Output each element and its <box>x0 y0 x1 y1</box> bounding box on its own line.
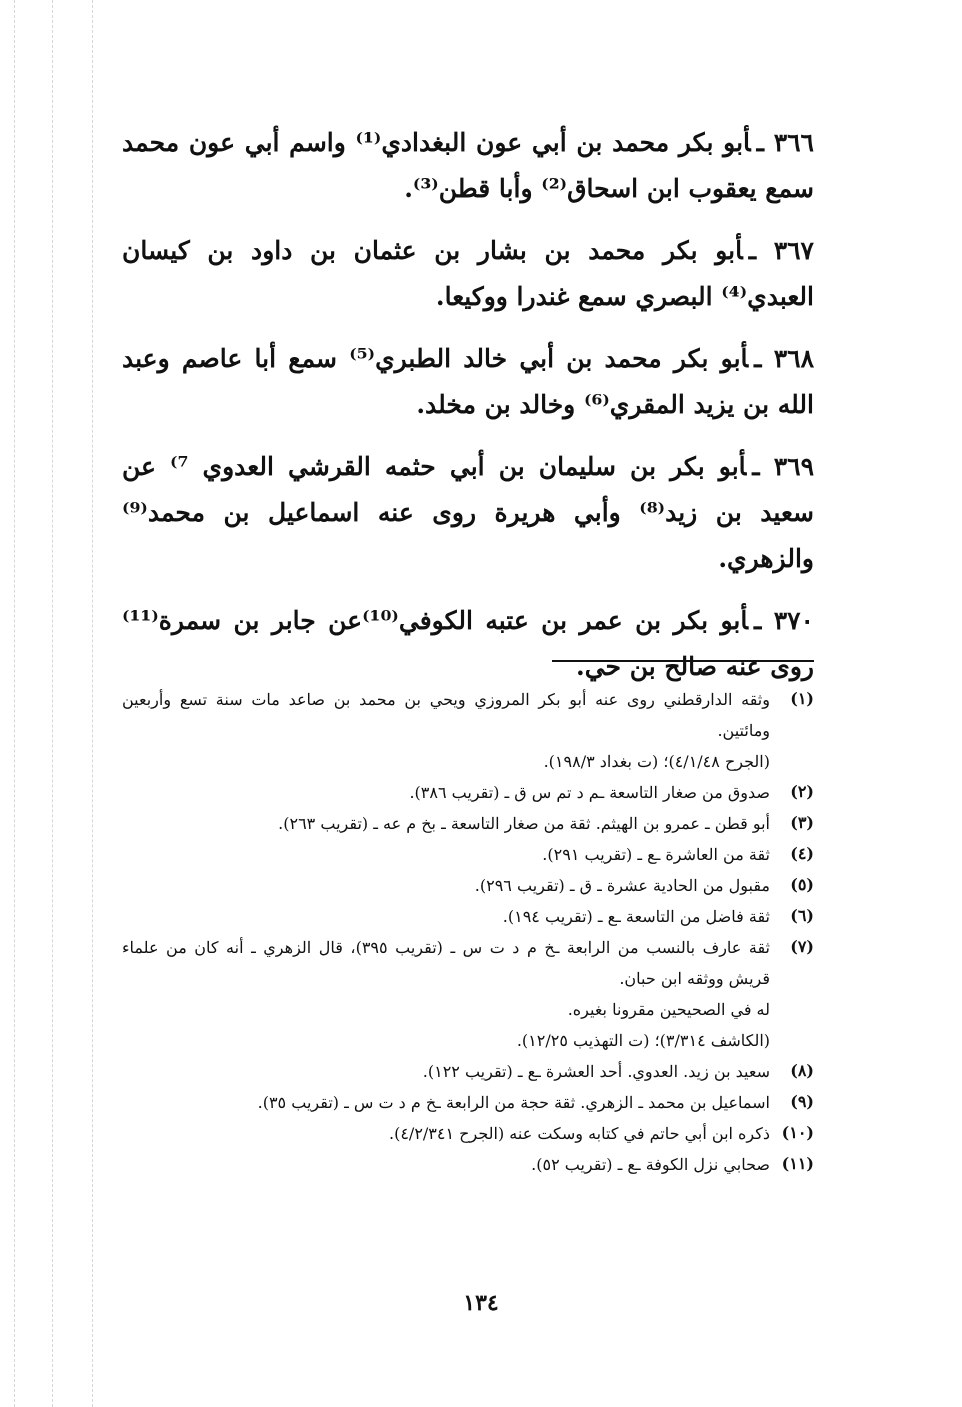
footnote-number: (١) <box>790 689 814 708</box>
entry-366 <box>122 120 814 212</box>
entry-number: ٣٦٩ ـ <box>752 452 815 481</box>
footnote-text: ثقة عارف بالنسب من الرابعة ـخ م د ت س ـ (تقريب ٣٩٥)، قال الزهري ـ أنه كان من علماء قريش ووثقه ابن حبان. <box>122 938 770 988</box>
footnote-text: مقبول من الحادية عشرة ـ ق ـ (تقريب ٢٩٦). <box>474 876 770 895</box>
entry-number: ٣٧٠ ـ <box>753 606 814 635</box>
footnote-number: (٣) <box>790 813 814 832</box>
entry-367 <box>122 228 814 320</box>
scan-gutter-line <box>14 0 15 1407</box>
entries-section <box>122 120 814 706</box>
footnote-text: ذكره ابن أبي حاتم في كتابه وسكت عنه (الجرح ٤/٢/٣٤١). <box>389 1124 770 1143</box>
entry-text: أبو بكر بن عمر بن عتبه الكوفي⁽¹⁰⁾عن جابر بن سمرة⁽¹¹⁾روى عنه صالح بن حي. <box>122 606 814 681</box>
footnote-1 <box>122 684 814 777</box>
entry-text: أبو بكر بن سليمان بن أبي حثمه القرشي العدوي ⁷⁾ عن سعيد بن زيد⁽⁸⁾ وأبي هريرة روى عنه اسماعيل بن محمد⁽⁹⁾ والزهري. <box>122 452 814 573</box>
footnote-8 <box>122 1056 814 1087</box>
footnote-text: صحابي نزل الكوفة ـع ـ (تقريب ٥٢). <box>531 1155 770 1174</box>
footnote-text: (الكاشف ٣/٣١٤)؛ (ت التهذيب ١٢/٢٥). <box>516 1031 770 1050</box>
entry-number: ٣٦٦ ـ <box>756 128 814 157</box>
footnote-7 <box>122 932 814 1056</box>
footnote-text: اسماعيل بن محمد ـ الزهري. ثقة حجة من الرابعة ـخ م د ت س ـ (تقريب ٣٥). <box>257 1093 770 1112</box>
footnotes-section <box>122 684 814 1180</box>
entry-text: أبو بكر محمد بن أبي خالد الطبري⁽⁵⁾ سمع أبا عاصم وعبد الله بن يزيد المقري⁽⁶⁾ وخالد بن مخلد. <box>122 344 814 419</box>
entry-369 <box>122 444 814 582</box>
footnote-text: ثقة من العاشرة ـع ـ (تقريب ٢٩١). <box>542 845 770 864</box>
footnote-6 <box>122 901 814 932</box>
footnote-number: (١١) <box>781 1154 814 1173</box>
scan-gutter-line <box>52 0 53 1407</box>
footnote-text: (الجرح ٤/١/٤٨)؛ (ت بغداد ١٩٨/٣). <box>543 752 770 771</box>
entry-text: أبو بكر محمد بن أبي عون البغدادي⁽¹⁾ واسم أبي عون محمد سمع يعقوب ابن اسحاق⁽²⁾ وأبا قطن⁽³⁾. <box>122 128 814 203</box>
entry-number: ٣٦٧ ـ <box>748 236 814 265</box>
footnote-number: (٨) <box>790 1061 814 1080</box>
footnote-number: (٧) <box>790 937 814 956</box>
entry-text: أبو بكر محمد بن بشار بن عثمان بن داود بن كيسان العبدي⁽⁴⁾ البصري سمع غندرا ووكيعا. <box>122 236 814 311</box>
footnote-number: (٤) <box>790 844 814 863</box>
footnote-number: (١٠) <box>781 1123 814 1142</box>
footnote-10 <box>122 1118 814 1149</box>
footnote-number: (٥) <box>790 875 814 894</box>
footnote-9 <box>122 1087 814 1118</box>
page-number: ١٣٤ <box>463 1290 499 1316</box>
footnote-4 <box>122 839 814 870</box>
footnote-separator <box>552 660 814 662</box>
entry-370 <box>122 598 814 690</box>
footnote-3 <box>122 808 814 839</box>
footnote-text: أبو قطن ـ عمرو بن الهيثم. ثقة من صغار التاسعة ـ بخ م عه ـ (تقريب ٢٦٣). <box>278 814 770 833</box>
footnote-text: له في الصحيحين مقرونا بغيره. <box>567 1000 770 1019</box>
footnote-text: ثقة فاضل من التاسعة ـع ـ (تقريب ١٩٤). <box>502 907 770 926</box>
footnote-number: (٩) <box>790 1092 814 1111</box>
footnote-text: سعيد بن زيد. العدوي. أحد العشرة ـع ـ (تقريب ١٢٢). <box>422 1062 770 1081</box>
entry-number: ٣٦٨ ـ <box>754 344 815 373</box>
footnote-5 <box>122 870 814 901</box>
footnote-11 <box>122 1149 814 1180</box>
scan-gutter-line <box>92 0 93 1407</box>
entry-368 <box>122 336 814 428</box>
footnote-text: وثقه الدارقطني روى عنه أبو بكر المروزي ويحي بن محمد بن صاعد مات سنة تسع وأربعين ومائتين. <box>122 690 770 740</box>
footnote-number: (٢) <box>790 782 814 801</box>
footnote-number: (٦) <box>790 906 814 925</box>
footnote-text: صدوق من صغار التاسعة ـم د تم س ق ـ (تقريب ٣٨٦). <box>409 783 770 802</box>
footnote-2 <box>122 777 814 808</box>
